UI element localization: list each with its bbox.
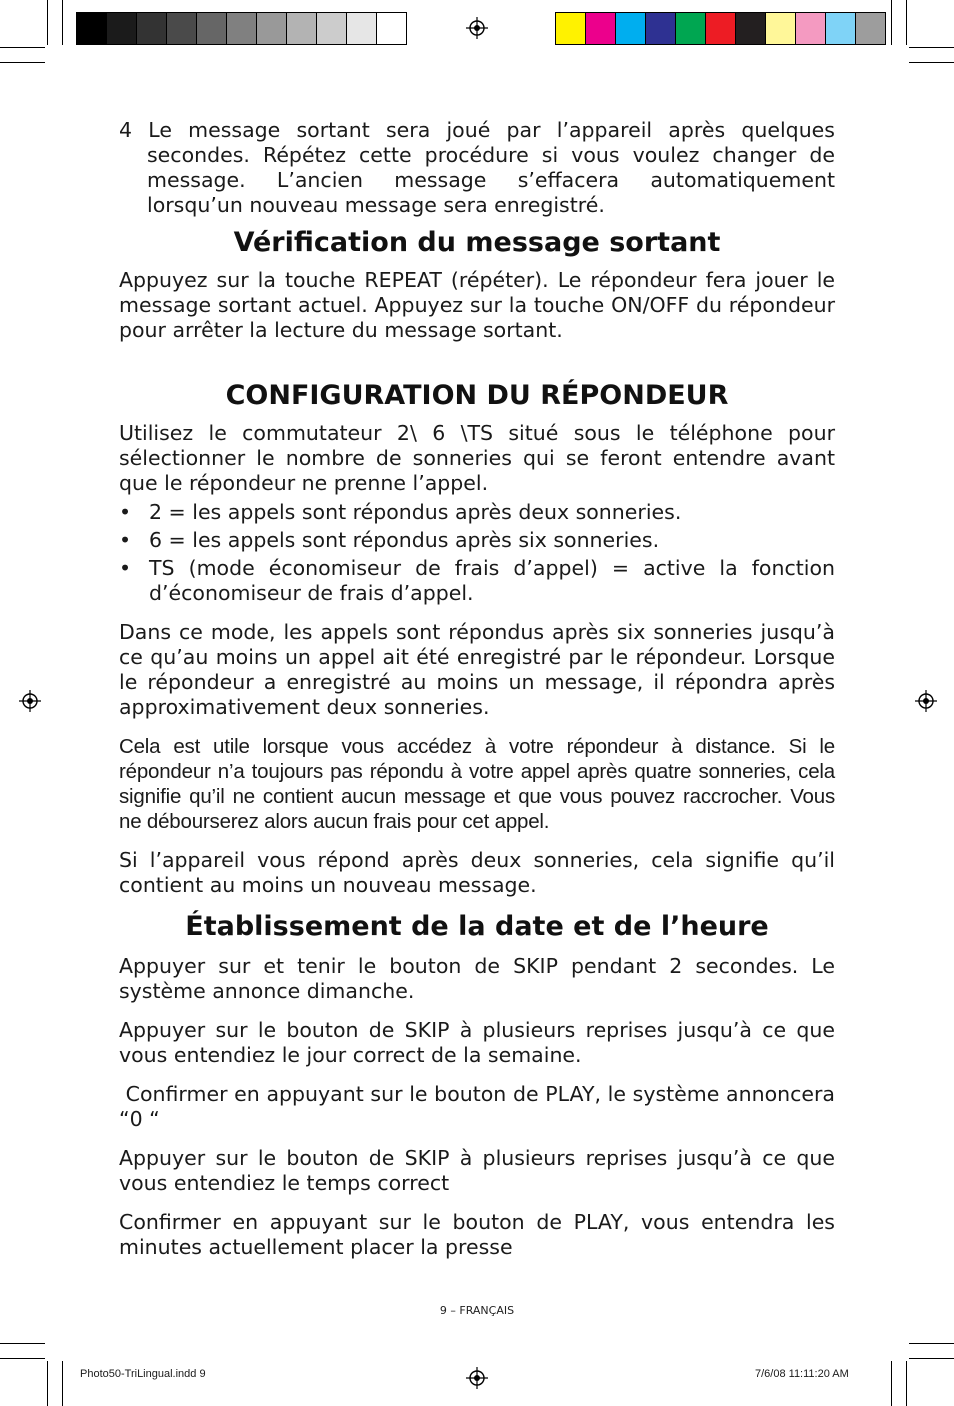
- color-swatch: [197, 13, 227, 44]
- crop-mark: [909, 1358, 954, 1359]
- list-item: • 6 = les appels sont répondus après six sonneries.: [119, 528, 835, 553]
- crop-mark: [0, 1343, 45, 1344]
- slug-timestamp: 7/6/08 11:11:20 AM: [755, 1368, 849, 1380]
- ring-setting-list: [119, 500, 835, 606]
- crop-mark: [0, 47, 45, 48]
- crop-mark: [47, 0, 48, 45]
- crop-mark: [906, 1361, 907, 1406]
- grayscale-color-bar: [76, 12, 407, 45]
- crop-mark: [909, 62, 954, 63]
- date-step-paragraph: Confirmer en appuyant sur le bouton de PLAY, le système annoncera “0 “: [119, 1082, 842, 1131]
- color-swatch: [167, 13, 197, 44]
- color-swatch: [556, 13, 586, 44]
- list-item: • TS (mode économiseur de frais d’appel) = active la fonction d’économiseur de frais d’appel.: [119, 556, 835, 606]
- new-message-paragraph: Si l’appareil vous répond après deux sonneries, cela signifie qu’il contient au moins un nouveau message.: [119, 848, 835, 897]
- remote-access-paragraph: Cela est utile lorsque vous accédez à votre répondeur à distance. Si le répondeur n’a toujours pas répondu à votre appel après quatre sonneries, cela signifie qu’il ne contient aucun message et que vous pouvez raccrocher. Vous ne débourserez alors aucun frais pour cet appel.: [119, 735, 835, 833]
- crop-mark: [891, 0, 892, 45]
- crop-mark: [62, 1361, 63, 1406]
- step-text: Le message sortant sera joué par l’appareil après quelques secondes. Répétez cette procédure si vous voulez changer de message. L’ancien message s’effacera automatiquement lorsqu’un nouveau message sera enregistré.: [147, 118, 835, 217]
- configuration-heading: CONFIGURATION DU RÉPONDEUR: [225, 380, 729, 411]
- color-swatch: [826, 13, 856, 44]
- color-swatch: [287, 13, 317, 44]
- color-swatch: [646, 13, 676, 44]
- color-swatch: [796, 13, 826, 44]
- color-swatch: [377, 13, 406, 44]
- color-swatch: [586, 13, 616, 44]
- page-footer: 9 – FRANÇAIS: [439, 1304, 515, 1317]
- color-swatch: [77, 13, 107, 44]
- crop-mark: [906, 0, 907, 45]
- date-step-paragraph: Confirmer en appuyant sur le bouton de PLAY, vous entendra les minutes actuellement placer la presse: [119, 1210, 835, 1259]
- registration-mark-icon: [915, 690, 937, 712]
- process-color-bar: [555, 12, 886, 45]
- color-swatch: [107, 13, 137, 44]
- color-swatch: [856, 13, 885, 44]
- crop-mark: [47, 1361, 48, 1406]
- registration-mark-icon: [19, 690, 41, 712]
- date-step-paragraph: Appuyer sur le bouton de SKIP à plusieurs reprises jusqu’à ce que vous entendiez le temps correct: [119, 1146, 835, 1195]
- page-content: [119, 118, 842, 1260]
- color-swatch: [317, 13, 347, 44]
- color-swatch: [676, 13, 706, 44]
- color-swatch: [347, 13, 377, 44]
- slug-filename: Photo50-TriLingual.indd 9: [80, 1368, 206, 1380]
- color-swatch: [137, 13, 167, 44]
- step-4: [119, 118, 835, 218]
- verification-heading: Vérification du message sortant: [233, 227, 721, 258]
- registration-mark-icon: [466, 1367, 488, 1389]
- color-swatch: [257, 13, 287, 44]
- crop-mark: [62, 0, 63, 45]
- verification-paragraph: Appuyez sur la touche REPEAT (répéter). Le répondeur fera jouer le message sortant actuel. Appuyez sur la touche ON/OFF du répondeur pour arrêter la lecture du message sortant.: [119, 268, 835, 342]
- list-item: • 2 = les appels sont répondus après deux sonneries.: [119, 500, 835, 525]
- toll-saver-paragraph: Dans ce mode, les appels sont répondus après six sonneries jusqu’à ce qu’au moins un appel ait été enregistré par le répondeur. Lorsque le répondeur a enregistré au moins un message, il répondra après approximativement deux sonneries.: [119, 620, 835, 719]
- crop-mark: [891, 1361, 892, 1406]
- crop-mark: [909, 47, 954, 48]
- date-step-paragraph: Appuyer sur et tenir le bouton de SKIP pendant 2 secondes. Le système annonce dimanche.: [119, 954, 835, 1003]
- step-number: 4: [119, 118, 133, 142]
- color-swatch: [736, 13, 766, 44]
- date-time-heading: Établissement de la date et de l’heure: [185, 911, 769, 942]
- date-step-paragraph: Appuyer sur le bouton de SKIP à plusieurs reprises jusqu’à ce que vous entendiez le jour correct de la semaine.: [119, 1018, 835, 1067]
- crop-mark: [0, 1358, 45, 1359]
- configuration-intro: Utilisez le commutateur 2\ 6 \TS situé sous le téléphone pour sélectionner le nombre de sonneries qui se feront entendre avant que le répondeur ne prenne l’appel.: [119, 421, 835, 495]
- color-swatch: [227, 13, 257, 44]
- color-swatch: [616, 13, 646, 44]
- crop-mark: [0, 62, 45, 63]
- crop-mark: [909, 1343, 954, 1344]
- color-swatch: [706, 13, 736, 44]
- registration-mark-icon: [466, 17, 488, 39]
- color-swatch: [766, 13, 796, 44]
